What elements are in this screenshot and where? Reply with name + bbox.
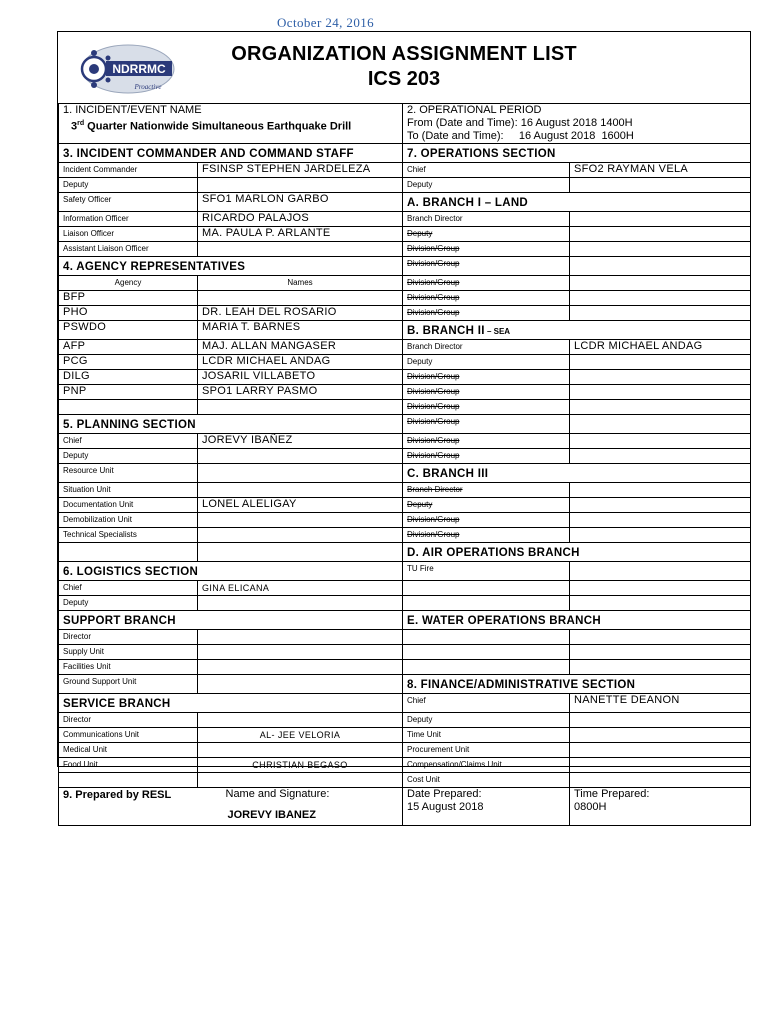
position-label: Director (59, 713, 198, 728)
form-subtitle: ICS 203 (367, 68, 441, 90)
table-row (59, 713, 751, 728)
assignee-name (570, 276, 751, 291)
date-prepared-cell (403, 788, 570, 826)
position-label: Facilities Unit (59, 660, 198, 675)
position-label: Information Officer (59, 212, 198, 227)
section-title: E. WATER OPERATIONS BRANCH (407, 615, 601, 627)
table-row (59, 773, 751, 788)
section-title: 6. LOGISTICS SECTION (63, 566, 199, 578)
position-label: Division/Group (403, 385, 570, 400)
right-section-heading (403, 675, 751, 694)
incident-cell (59, 104, 403, 144)
assignee-name (570, 758, 751, 773)
table-row (59, 434, 751, 449)
assignee-name (198, 178, 403, 193)
prepared-by-cell (59, 788, 198, 826)
position-label: Division/Group (403, 434, 570, 449)
table-row (59, 581, 751, 596)
position-label: Deputy (59, 178, 198, 193)
empty-cell (570, 630, 751, 645)
date-prepared-value: 15 August 2018 (407, 801, 484, 813)
position-label: Liaison Officer (59, 227, 198, 242)
assignee-name: GINA ELICANA (198, 581, 403, 596)
position-label: Technical Specialists (59, 528, 198, 543)
assignee-name (570, 415, 751, 434)
logo-tagline: Proactive (134, 83, 162, 91)
table-row (59, 178, 751, 193)
assignee-name (570, 528, 751, 543)
position-label: Procurement Unit (403, 743, 570, 758)
right-section-heading (403, 543, 751, 562)
table-row (59, 743, 751, 758)
agency-name: PHO (59, 306, 198, 321)
table-row (59, 645, 751, 660)
table-row (59, 370, 751, 385)
empty-cell (59, 400, 198, 415)
agency-name: DILG (59, 370, 198, 385)
assignee-name (198, 660, 403, 675)
right-section-heading (403, 321, 751, 340)
table-row (59, 728, 751, 743)
prepared-by-label: 9. Prepared by RESL (63, 789, 172, 801)
assignee-name (570, 713, 751, 728)
name-signature-label: Name and Signature: (225, 788, 330, 800)
position-label: Division/Group (403, 400, 570, 415)
agency-column-header: Agency (59, 276, 198, 291)
right-section-heading (403, 611, 751, 630)
position-label: Deputy (403, 498, 570, 513)
assignee-name (198, 483, 403, 498)
assignee-name (570, 434, 751, 449)
position-label: Division/Group (403, 242, 570, 257)
table-row (59, 543, 751, 562)
position-label: Division/Group (403, 449, 570, 464)
position-label: Assistant Liaison Officer (59, 242, 198, 257)
assignee-name (198, 449, 403, 464)
position-label: Deputy (59, 449, 198, 464)
position-label: Situation Unit (59, 483, 198, 498)
table-row (59, 611, 751, 630)
position-label: Deputy (403, 713, 570, 728)
agency-name: PCG (59, 355, 198, 370)
section-subtitle: – SEA (484, 327, 511, 336)
section-title: SERVICE BRANCH (63, 698, 171, 710)
representative-name: DR. LEAH DEL ROSARIO (198, 306, 403, 321)
section-title: 3. INCIDENT COMMANDER AND COMMAND STAFF (63, 148, 354, 160)
position-label: Division/Group (403, 257, 570, 276)
position-label: Branch Director (403, 483, 570, 498)
position-label: Chief (403, 694, 570, 713)
assignee-name (570, 355, 751, 370)
form-title: ORGANIZATION ASSIGNMENT LIST (231, 43, 577, 65)
assignee-name (570, 212, 751, 227)
representative-name: SPO1 LARRY PASMO (198, 385, 403, 400)
footer-row (59, 788, 751, 826)
assignee-name: AL- JEE VELORIA (198, 728, 403, 743)
table-row (59, 144, 751, 163)
agency-name: PNP (59, 385, 198, 400)
left-section-heading (59, 144, 403, 163)
assignee-name (570, 773, 751, 788)
left-section-heading (59, 562, 403, 581)
empty-cell (403, 581, 570, 596)
assignee-name (570, 449, 751, 464)
table-row (59, 660, 751, 675)
assignee-name (570, 728, 751, 743)
names-column-header: Names (198, 276, 403, 291)
position-label: Food Unit (59, 758, 198, 773)
right-section-heading (403, 144, 751, 163)
time-prepared-cell (570, 788, 751, 826)
position-label: Medical Unit (59, 743, 198, 758)
section-title: C. BRANCH III (407, 468, 489, 480)
table-row (59, 212, 751, 227)
table-row (59, 355, 751, 370)
position-label: Incident Commander (59, 163, 198, 178)
table-row (59, 306, 751, 321)
assignee-name: SFO2 RAYMAN VELA (570, 163, 751, 178)
assignee-name (198, 675, 403, 694)
empty-cell (570, 596, 751, 611)
left-section-heading (59, 611, 403, 630)
position-label: Documentation Unit (59, 498, 198, 513)
table-row (59, 415, 751, 434)
table-row (59, 291, 751, 306)
assignee-name (198, 464, 403, 483)
section-title: 7. OPERATIONS SECTION (407, 148, 556, 160)
left-section-heading (59, 694, 403, 713)
table-row (59, 630, 751, 645)
name-signature-cell (198, 788, 403, 826)
section-title: 4. AGENCY REPRESENTATIVES (63, 261, 246, 273)
position-label: Deputy (403, 227, 570, 242)
section-title: 8. FINANCE/ADMINISTRATIVE SECTION (407, 679, 636, 691)
form-header (58, 32, 750, 103)
period-to: To (Date and Time): 16 August 2018 1600H (407, 130, 634, 142)
section-title: A. BRANCH I – LAND (407, 197, 529, 209)
empty-cell (570, 581, 751, 596)
position-label: Compensation/Claims Unit (403, 758, 570, 773)
empty-cell (198, 543, 403, 562)
position-label: Deputy (403, 355, 570, 370)
empty-cell (198, 773, 403, 788)
assignee-name (198, 242, 403, 257)
assignee-name: LCDR MICHAEL ANDAG (570, 340, 751, 355)
position-label: Division/Group (403, 528, 570, 543)
assignee-name (570, 227, 751, 242)
assignee-name: JOREVY IBAÑEZ (198, 434, 403, 449)
period-cell (403, 104, 751, 144)
assignee-name (198, 528, 403, 543)
time-prepared-label: Time Prepared: (574, 788, 650, 800)
table-row (59, 694, 751, 713)
position-label: Division/Group (403, 415, 570, 434)
assignment-table (58, 103, 751, 826)
table-row (59, 449, 751, 464)
position-label: Division/Group (403, 513, 570, 528)
period-heading: 2. OPERATIONAL PERIOD (407, 104, 542, 116)
position-label: Demobilization Unit (59, 513, 198, 528)
position-label: Ground Support Unit (59, 675, 198, 694)
table-row (59, 400, 751, 415)
agency-name: BFP (59, 291, 198, 306)
assignee-name (570, 242, 751, 257)
position-label: Safety Officer (59, 193, 198, 212)
assignee-name: MA. PAULA P. ARLANTE (198, 227, 403, 242)
assignee-name (198, 645, 403, 660)
position-label: Division/Group (403, 370, 570, 385)
assignee-name: NANETTE DEANON (570, 694, 751, 713)
empty-cell (59, 773, 198, 788)
agency-name: PSWDO (59, 321, 198, 340)
section-title: 5. PLANNING SECTION (63, 419, 196, 431)
table-row (59, 163, 751, 178)
incident-row (59, 104, 751, 144)
empty-cell (59, 543, 198, 562)
position-label: Cost Unit (403, 773, 570, 788)
right-section-heading (403, 193, 751, 212)
assignee-name (570, 385, 751, 400)
assignee-name (570, 498, 751, 513)
ics203-form (57, 31, 751, 821)
assignee-name: RICARDO PALAJOS (198, 212, 403, 227)
table-row (59, 528, 751, 543)
position-label: Division/Group (403, 306, 570, 321)
left-section-heading (59, 257, 403, 276)
position-label: Supply Unit (59, 645, 198, 660)
position-label: Branch Director (403, 340, 570, 355)
representative-name (198, 291, 403, 306)
empty-cell (403, 660, 570, 675)
assignee-name (198, 596, 403, 611)
time-prepared-value: 0800H (574, 801, 607, 813)
table-row (59, 193, 751, 212)
position-label: Chief (59, 434, 198, 449)
empty-cell (403, 645, 570, 660)
table-row (59, 242, 751, 257)
position-label: Deputy (403, 178, 570, 193)
assignee-name: FSINSP STEPHEN JARDELEZA (198, 163, 403, 178)
table-row (59, 483, 751, 498)
empty-cell (198, 400, 403, 415)
position-label: Communications Unit (59, 728, 198, 743)
representative-name: MAJ. ALLAN MANGASER (198, 340, 403, 355)
assignee-name (570, 291, 751, 306)
table-row (59, 385, 751, 400)
assignee-name: LONEL ALELIGAY (198, 498, 403, 513)
assignee-name: CHRISTIAN BEGASO (198, 758, 403, 773)
table-row (59, 340, 751, 355)
incident-name: 3rd Quarter Nationwide Simultaneous Earthquake Drill (71, 120, 352, 133)
assignee-name (570, 513, 751, 528)
representative-name: LCDR MICHAEL ANDAG (198, 355, 403, 370)
table-row (59, 675, 751, 694)
position-label: Resource Unit (59, 464, 198, 483)
logo-text: NDRRMC (112, 62, 166, 76)
position-label: Chief (403, 163, 570, 178)
assignee-name (198, 743, 403, 758)
position-label: Branch Director (403, 212, 570, 227)
left-section-heading (59, 415, 403, 434)
table-row (59, 596, 751, 611)
incident-heading: 1. INCIDENT/EVENT NAME (63, 104, 202, 116)
position-label: Division/Group (403, 291, 570, 306)
assignee-name (570, 562, 751, 581)
table-row (59, 321, 751, 340)
table-row (59, 513, 751, 528)
right-section-heading (403, 464, 751, 483)
position-label: Director (59, 630, 198, 645)
empty-cell (570, 645, 751, 660)
table-row (59, 257, 751, 276)
assignee-name (198, 630, 403, 645)
table-row (59, 562, 751, 581)
position-label: Time Unit (403, 728, 570, 743)
assignee-name (570, 483, 751, 498)
date-prepared-label: Date Prepared: (407, 788, 482, 800)
position-label: Chief (59, 581, 198, 596)
assignee-name (570, 370, 751, 385)
assignee-name (198, 713, 403, 728)
section-title: B. BRANCH II (407, 325, 485, 337)
table-row (59, 227, 751, 242)
agency-name: AFP (59, 340, 198, 355)
empty-cell (403, 596, 570, 611)
position-label: TU Fire (403, 562, 570, 581)
assignee-name (570, 400, 751, 415)
position-label: Deputy (59, 596, 198, 611)
assignee-name (198, 513, 403, 528)
position-label: Division/Group (403, 276, 570, 291)
representative-name: MARIA T. BARNES (198, 321, 403, 340)
assignee-name: SFO1 MARLON GARBO (198, 193, 403, 212)
assignee-name (570, 743, 751, 758)
empty-cell (570, 660, 751, 675)
representative-name: JOSARIL VILLABETO (198, 370, 403, 385)
section-title: SUPPORT BRANCH (63, 615, 176, 627)
table-row (59, 498, 751, 513)
top-date: October 24, 2016 (277, 15, 375, 30)
table-row (59, 276, 751, 291)
empty-cell (403, 630, 570, 645)
assignee-name (570, 257, 751, 276)
name-signature-value: JOREVY IBANEZ (227, 809, 316, 821)
table-row (59, 464, 751, 483)
assignee-name (570, 306, 751, 321)
period-from: From (Date and Time): 16 August 2018 1400H (407, 117, 633, 129)
table-row (59, 758, 751, 773)
assignee-name (570, 178, 751, 193)
section-title: D. AIR OPERATIONS BRANCH (407, 547, 580, 559)
